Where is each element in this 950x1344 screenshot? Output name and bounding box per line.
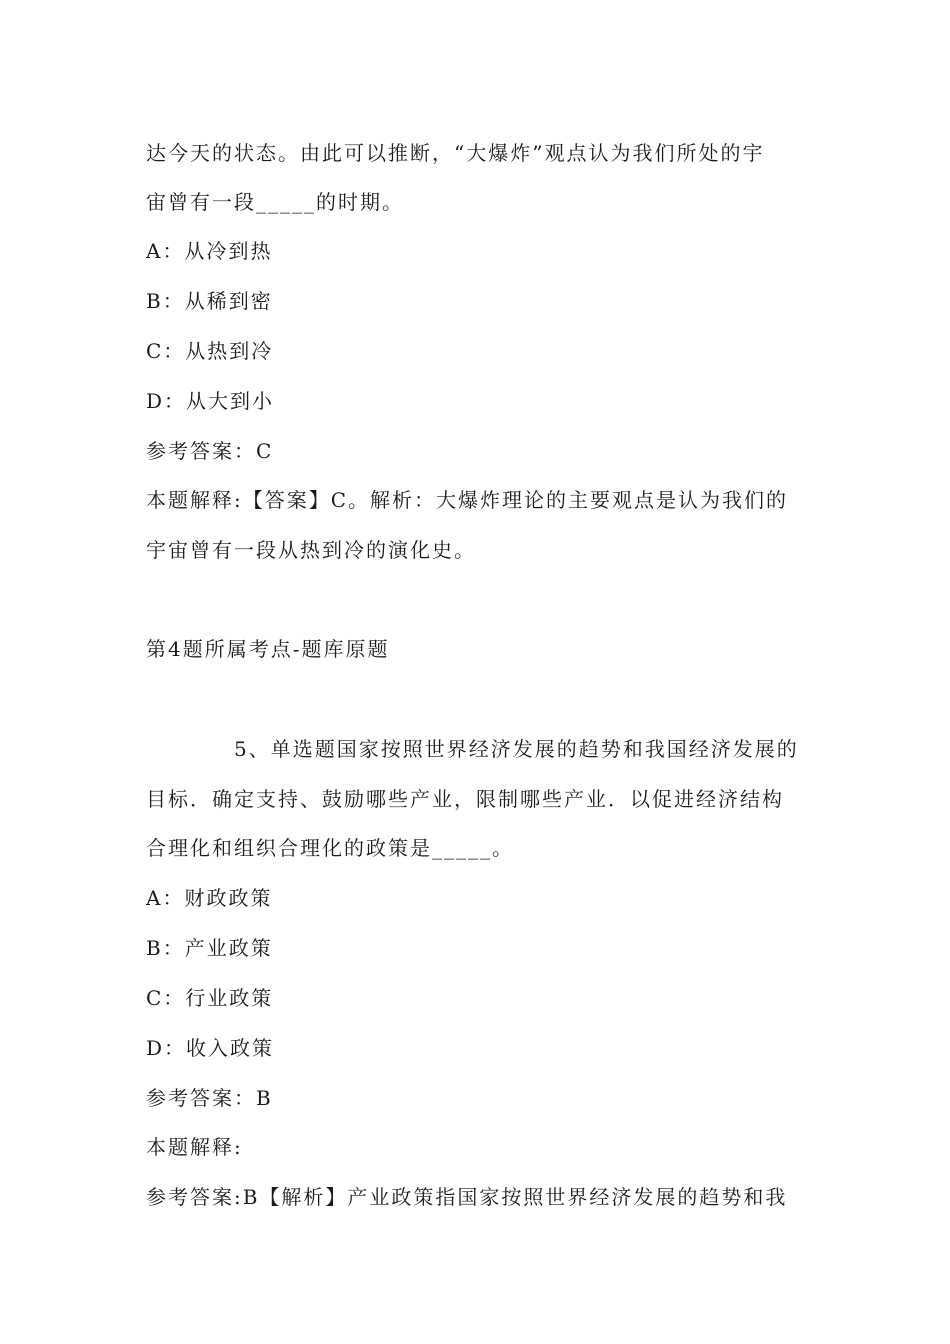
- q4-option-b: B：从稀到密: [146, 289, 273, 313]
- q5-stem-line-2: 目标．确定支持、鼓励哪些产业，限制哪些产业．以促进经济结构: [146, 787, 784, 811]
- q4-topic: 第4题所属考点-题库原题: [146, 637, 390, 661]
- q4-option-d: D：从大到小: [146, 389, 275, 413]
- q5-stem-line-3: 合理化和组织合理化的政策是_____。: [146, 836, 514, 860]
- q5-option-b: B：产业政策: [146, 936, 273, 960]
- q4-option-c: C：从热到冷: [146, 339, 274, 363]
- q4-stem-line-2: 宙曾有一段_____的时期。: [146, 190, 404, 214]
- q5-option-d: D：收入政策: [146, 1036, 275, 1060]
- q5-stem-line-1: 5、单选题国家按照世界经济发展的趋势和我国经济发展的: [234, 737, 799, 761]
- q5-answer: 参考答案：B: [146, 1086, 273, 1110]
- q4-stem-line-1: 达今天的状态。由此可以推断，“大爆炸”观点认为我们所处的宇: [146, 141, 765, 165]
- q5-explanation-label: 本题解释:: [146, 1135, 243, 1159]
- q4-answer: 参考答案：C: [146, 439, 274, 463]
- q4-explanation-line-1: 本题解释:【答案】C。解析：大爆炸理论的主要观点是认为我们的: [146, 488, 789, 512]
- q5-option-a: A：财政政策: [146, 886, 273, 910]
- q4-option-a: A：从冷到热: [146, 239, 273, 263]
- q4-explanation-line-2: 宇宙曾有一段从热到冷的演化史。: [146, 538, 476, 562]
- q5-explanation-line-1: 参考答案:B【解析】产业政策指国家按照世界经济发展的趋势和我: [146, 1185, 788, 1209]
- q5-option-c: C：行业政策: [146, 986, 274, 1010]
